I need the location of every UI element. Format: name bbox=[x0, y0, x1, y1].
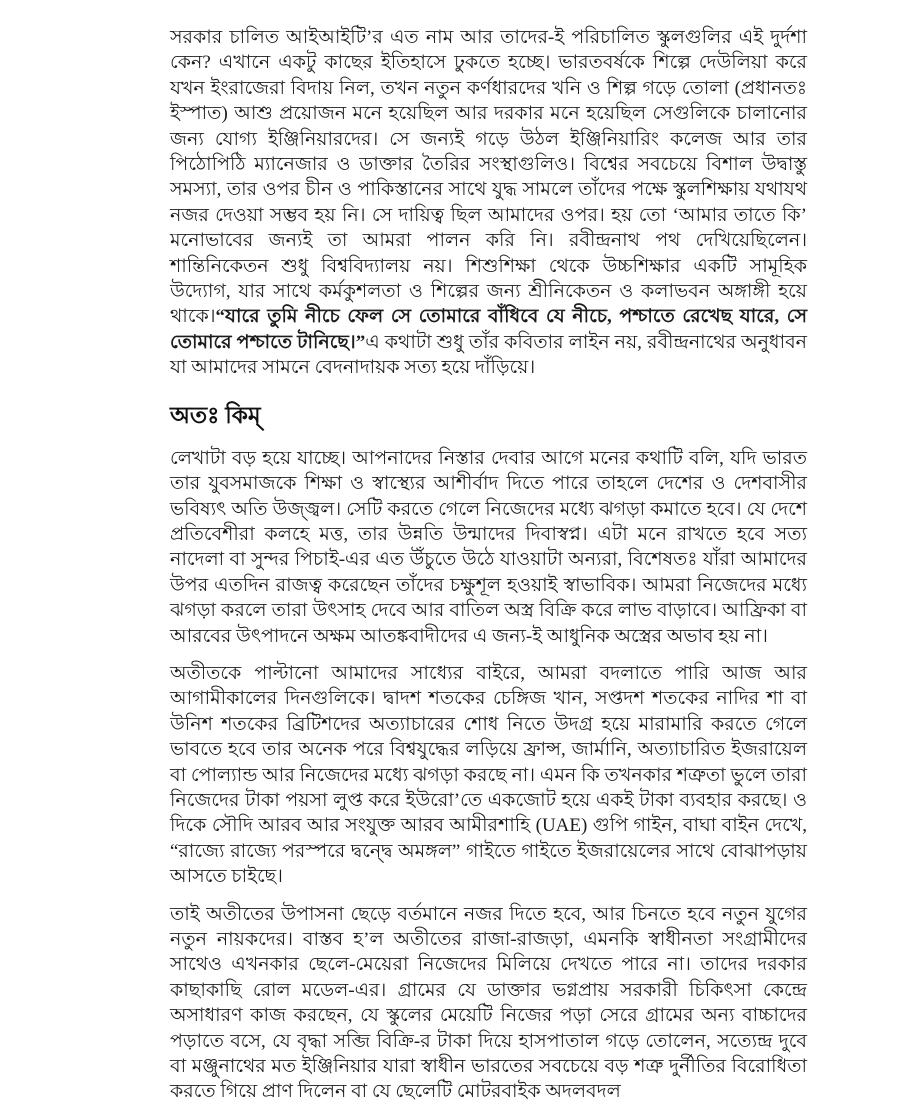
poem-quote: “যারে তুমি নীচে ফেল সে তোমারে বাঁধিবে যে নীচে, পশ্চাতে রেখেছ যারে, সে তোমারে পশ্চাতে টানিছে।” bbox=[170, 306, 807, 353]
paragraph-role-models: তাই অতীতের উপাসনা ছেড়ে বর্তমানে নজর দিতে হবে, আর চিনতে হবে নতুন যুগের নতুন নায়কদের। বাস্তব হ’ল অতীতের রাজা-রাজড়া, এমনকি স্বাধীনতা সংগ্রামীদের সাথেও এখনকার ছেলে-মেয়েরা নিজেদের মিলিয়ে দেখতে পারে না। তাদের দরকার কাছাকাছি রোল মডেল-এর। গ্রামের যে ডাক্তার ভগ্নপ্রায় সরকারী চিকিৎসা কেন্দ্রে অসাধারণ কাজ করছেন, যে স্কুলের মেয়েটি নিজের পড়া সেরে গ্রামের অন্য বাচ্চাদের পড়াতে বসে, যে বৃদ্ধা সব্জি বিক্রি-র টাকা দিয়ে হাসপাতাল গড়ে তোলেন, সত্যেন্দ্র দুবে বা মঞ্জুনাথের মত ইঞ্জিনিয়ার যারা স্বাধীন ভারতের সবচেয়ে বড় শত্রু দুর্নীতির বিরোধিতা করতে গিয়ে প্রাণ দিলেন বা যে ছেলেটি মোটরবাইক অদলবদল bbox=[170, 903, 807, 1103]
article-body bbox=[170, 25, 807, 1117]
section-heading: অতঃ কিম্ bbox=[170, 402, 261, 428]
paragraph-advice: লেখাটা বড় হয়ে যাচ্ছে। আপনাদের নিস্তার দেবার আগে মনের কথাটি বলি, যদি ভারত তার যুবসমাজকে শিক্ষা ও স্বাস্থ্যের আশীর্বাদ দিতে পারে তাহলে দেশের ও দেশবাসীর ভবিষ্যৎ অতি উজ্জ্বল। সেটি করতে গেলে নিজেদের মধ্যে ঝগড়া কমাতে হবে। যে দেশে প্রতিবেশীরা কলহে মত্ত, তার উন্নতি উন্মাদের দিবাস্বপ্ন। এটা মনে রাখতে হবে সত্য নাদেলা বা সুন্দর পিচাই-এর এত উঁচুতে উঠে যাওয়াটা অন্যরা, বিশেষতঃ যাঁরা আমাদের উপর এতদিন রাজত্ব করেছেন তাঁদের চক্ষুশূল হওয়াই স্বাভাবিক। আমরা নিজেদের মধ্যে ঝগড়া করলে তারা উৎসাহ দেবে আর বাতিল অস্ত্র বিক্রি করে লাভ বাড়াবে। আফ্রিকা বা আরবের উৎপাদনে অক্ষম আতঙ্কবাদীদের এ জন্য-ই আধুনিক অস্ত্রের অভাব হয় না। bbox=[170, 447, 807, 647]
paragraph-history: অতীতকে পাল্টানো আমাদের সাধ্যের বাইরে, আমরা বদলাতে পারি আজ আর আগামীকালের দিনগুলিকে। দ্বাদশ শতকের চেঙ্গিজ খান, সপ্তদশ শতকের নাদির শা বা উনিশ শতকের ব্রিটিশদের অত্যাচারের শোধ নিতে উদগ্র হয়ে মারামারি করতে গেলে ভাবতে হবে তার অনেক পরে বিশ্বযুদ্ধের লড়িয়ে ফ্রান্স, জার্মানি, অত্যাচারিত ইজরায়েল বা পোল্যান্ড আর নিজেদের মধ্যে ঝগড়া করছে না। এমন কি তখনকার শত্রুতা ভুলে তারা নিজেদের টাকা পয়সা লুপ্ত করে ইউরো’তে একজোট হয়ে একই টাকা ব্যবহার করছে। ও দিকে সৌদি আরব আর সংযুক্ত আরব আমীরশাহি (UAE) গুপি গাইন, বাঘা বাইন দেখে, “রাজ্যে রাজ্যে পরস্পরে দ্বন্দ্বে অমঙ্গল” গাইতে গাইতে ইজরায়েলের সাথে বোঝাপড়ায় আসতে চাইছে। bbox=[170, 662, 807, 888]
paragraph-intro-text: সরকার চালিত আইআইটি’র এত নাম আর তাদের-ই পরিচালিত স্কুলগুলির এই দুর্দশা কেন? এখানে একটু কাছের ইতিহাসে ঢুকতে হচ্ছে। ভারতবর্ষকে শিল্পে দেউলিয়া করে যখন ইংরাজেরা বিদায় নিল, তখন নতুন কর্ণধারদের খনি ও শিল্প গড়ে তোলা (প্রধানতঃ ইস্পাত) আশু প্রয়োজন মনে হয়েছিল আর দরকার মনে হয়েছিল সেগুলিকে চালানোর জন্য যোগ্য ইঞ্জিনিয়ারদের। সে জন্যই গড়ে উঠল ইঞ্জিনিয়ারিং কলেজ আর তার পিঠোপিঠি ম্যানেজার ও ডাক্তার তৈরির সংস্থাগুলিও। বিশ্বের সবচেয়ে বিশাল উদ্বাস্তু সমস্যা, তার ওপর চীন ও পাকিস্তানের সাথে যুদ্ধ সামলে তাঁদের পক্ষে স্কুলশিক্ষায় যথাযথ নজর দেওয়া সম্ভব হয় নি। সে দায়িত্ব ছিল আমাদের ওপর। হয় তো ‘আমার তাতে কি’ মনোভাবের জন্যই তা আমরা পালন করি নি। রবীন্দ্রনাথ পথ দেখিয়েছিলেন। শান্তিনিকেতন শুধু বিশ্ববিদ্যালয় নয়। শিশুশিক্ষা থেকে উচ্চশিক্ষার একটি সামূহিক উদ্যোগ, যার সাথে কর্মকুশলতা ও শিল্পের জন্য শ্রীনিকেতন ও কলাভবন অঙ্গাঙ্গী হয়ে থাকে। bbox=[170, 27, 807, 328]
paragraph-intro bbox=[170, 25, 807, 381]
paragraph-intro-tail: এ কথাটা শুধু তাঁর কবিতার লাইন নয়, রবীন্দ্রনাথের অনুধাবন যা আমাদের সামনে বেদনাদায়ক সত্য হয়ে দাঁড়িয়ে। bbox=[170, 331, 807, 379]
